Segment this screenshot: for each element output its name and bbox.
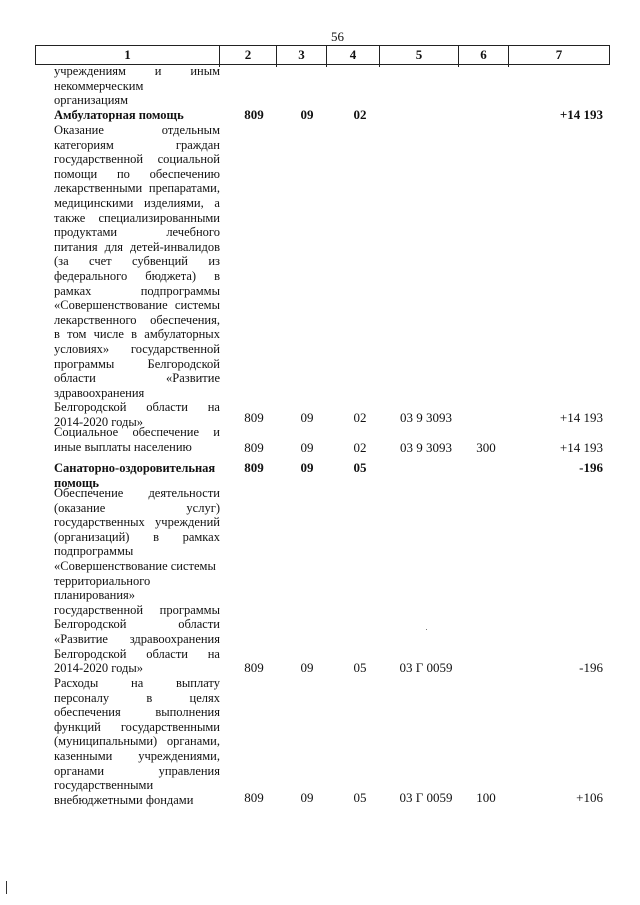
word: амбулаторных — [144, 327, 220, 342]
row-3-section-code: 809 — [244, 440, 264, 455]
word: продуктами — [54, 225, 118, 240]
word: государственной — [54, 152, 144, 167]
row-3-target-article: 03 9 3093 — [400, 440, 452, 455]
word: медицинскими — [54, 196, 134, 210]
word: программы — [54, 356, 115, 371]
row-2-section-code: 809 — [244, 410, 264, 425]
row-6-expense-type: 100 — [476, 790, 496, 805]
row-4-description-line: помощь — [54, 475, 99, 490]
row-0-description-line: некоммерческим — [54, 78, 144, 93]
row-6-amount: +106 — [576, 790, 603, 805]
row-2-amount: +14 193 — [559, 410, 603, 425]
word: счет — [89, 254, 112, 269]
word: рамках — [54, 283, 92, 298]
word: подпрограммы — [140, 283, 220, 298]
word: органами — [54, 763, 105, 778]
word: на — [207, 646, 220, 661]
row-5-description-line — [54, 632, 220, 647]
column-header-3: 3 — [277, 46, 327, 64]
scan-speck — [426, 629, 427, 630]
row-2-description-line: 2014-2020 годы» — [54, 415, 144, 429]
row-5-description-line: планирования» — [54, 588, 136, 603]
row-2-description-line — [54, 254, 220, 269]
column-header-6: 6 — [459, 46, 509, 64]
row-5-chapter-code: 09 — [300, 660, 314, 675]
word: граждан — [175, 137, 220, 152]
row-3-description-line — [54, 425, 220, 440]
row-2-description-line — [54, 298, 220, 313]
word: обеспечению — [149, 166, 220, 181]
word: субвенций — [132, 254, 188, 269]
word: числе — [93, 327, 124, 342]
word: выплату — [175, 676, 220, 690]
row-6-description-line: внебюджетными фондами — [54, 792, 194, 807]
row-3-subsection-code: 02 — [353, 440, 367, 455]
row-2-description-line — [54, 371, 220, 386]
row-4-chapter-code: 09 — [300, 460, 314, 475]
word: в — [214, 269, 220, 283]
word: также — [54, 210, 86, 225]
page-number: 56 — [331, 29, 344, 44]
word: иным — [190, 64, 220, 78]
row-5-description-line: подпрограммы — [54, 544, 134, 559]
word: специализированными — [98, 210, 220, 225]
word: Социальное — [54, 425, 119, 439]
row-4-subsection-code: 05 — [353, 460, 367, 475]
word: и — [213, 425, 220, 439]
row-1-description-line: Амбулаторная помощь — [54, 108, 184, 122]
word: выполнения — [155, 705, 220, 720]
word: государственной — [130, 342, 220, 356]
row-4-description-line: Санаторно-оздоровительная — [54, 461, 216, 475]
row-5-description-line — [54, 501, 220, 516]
word: в — [153, 529, 159, 544]
row-2-description-line — [54, 196, 220, 211]
row-6-description-line — [54, 734, 220, 749]
word: деятельности — [148, 486, 220, 500]
word: (за — [54, 254, 69, 269]
column-divider — [379, 65, 380, 67]
row-5-subsection-code: 05 — [353, 660, 367, 675]
row-5-description-line — [54, 647, 220, 662]
word: «Развитие — [166, 371, 220, 386]
row-3-amount: +14 193 — [559, 440, 603, 455]
word: области — [54, 371, 96, 386]
word: «Развитие — [54, 632, 108, 646]
row-2-description-line — [54, 357, 220, 372]
word: персоналу — [54, 690, 110, 705]
row-4-amount: -196 — [579, 460, 603, 475]
column-header-1: 1 — [36, 46, 220, 64]
column-divider — [458, 65, 459, 67]
row-5-description-line — [54, 603, 220, 618]
column-header-4: 4 — [327, 46, 380, 64]
word: детей-инвалидов — [130, 239, 220, 254]
row-4-section-code: 809 — [244, 460, 264, 475]
word: лекарственного — [54, 312, 137, 327]
word: Белгородской — [54, 400, 127, 415]
word: государственных — [54, 515, 145, 530]
word: в — [54, 327, 60, 342]
row-2-description-line — [54, 138, 220, 153]
row-2-description-line — [54, 211, 220, 226]
word: Оказание — [54, 123, 104, 137]
row-2-description-line — [54, 327, 220, 342]
row-2-description-line — [54, 400, 220, 415]
row-6-description-line — [54, 749, 220, 764]
word: категориям — [54, 137, 114, 152]
word: обеспечения — [54, 705, 121, 720]
row-5-description-line: «Совершенствование системы — [54, 559, 216, 573]
row-2-description-line — [54, 225, 220, 240]
row-6-description-line — [54, 720, 220, 735]
word: на — [131, 676, 144, 690]
row-5-section-code: 809 — [244, 660, 264, 675]
word: бюджета) — [145, 269, 197, 283]
word: в — [131, 327, 138, 342]
row-0-description-line — [54, 64, 220, 79]
row-6-description-line — [54, 764, 220, 779]
row-6-description-line: государственными — [54, 778, 154, 793]
row-2-description-line — [54, 240, 220, 255]
row-6-description-line — [54, 691, 220, 706]
word: помощи — [54, 166, 98, 181]
word: Белгородской — [54, 617, 127, 632]
word: (оказание — [54, 500, 106, 515]
word: области — [146, 646, 188, 661]
word: обеспечения, — [150, 312, 220, 327]
word: для — [104, 239, 124, 254]
word: федерального — [54, 269, 128, 283]
row-5-target-article: 03 Г 0059 — [399, 660, 453, 675]
word: системы — [174, 298, 220, 313]
row-2-description-line — [54, 284, 220, 299]
word: программы — [159, 602, 220, 617]
word: питания — [54, 239, 98, 254]
word: в — [146, 690, 153, 705]
word: рамках — [182, 529, 220, 544]
word: Расходы — [54, 676, 99, 690]
word: государственной — [54, 602, 144, 617]
word: препаратами, — [148, 181, 220, 196]
word: управления — [158, 763, 220, 778]
row-5-description-line: территориального — [54, 573, 151, 588]
word: том — [67, 327, 87, 342]
word: Белгородской — [147, 356, 220, 371]
word: обеспечение — [132, 425, 200, 439]
word: казенными — [54, 749, 113, 763]
row-2-description-line — [54, 181, 220, 196]
row-2-description-line — [54, 167, 220, 182]
column-header-5: 5 — [380, 46, 459, 64]
row-2-description-line — [54, 313, 220, 328]
table-header — [35, 45, 610, 65]
row-2-description-line — [54, 269, 220, 284]
row-6-subsection-code: 05 — [353, 790, 367, 805]
word: а — [214, 196, 220, 210]
word: лечебного — [166, 225, 220, 240]
word: из — [208, 254, 220, 269]
row-3-description-line: иные выплаты населению — [54, 439, 192, 454]
row-2-description-line: здравоохранения — [54, 385, 145, 400]
row-2-target-article: 03 9 3093 — [400, 410, 452, 425]
column-header-7: 7 — [555, 47, 563, 62]
row-1-amount: +14 193 — [559, 107, 603, 122]
word: целях — [189, 690, 220, 705]
row-5-description-line: 2014-2020 годы» — [54, 661, 144, 676]
column-header-2: 2 — [220, 46, 277, 64]
scan-edge-mark — [6, 881, 7, 894]
word: Обеспечение — [54, 486, 124, 500]
row-5-amount: -196 — [579, 660, 603, 675]
word: органами, — [166, 734, 220, 749]
row-1-subsection-code: 02 — [353, 107, 367, 122]
row-5-description-line — [54, 515, 220, 530]
column-divider — [326, 65, 327, 67]
column-divider — [276, 65, 277, 67]
word: Белгородской — [54, 646, 127, 661]
word: здравоохранения — [129, 632, 220, 646]
word: учреждений — [155, 515, 220, 530]
column-divider — [508, 65, 509, 67]
row-2-subsection-code: 02 — [353, 410, 367, 425]
word: функций — [54, 719, 101, 734]
word: области — [178, 617, 220, 632]
row-6-chapter-code: 09 — [300, 790, 314, 805]
word: условиях» — [54, 342, 110, 356]
word: и — [154, 64, 162, 78]
row-1-section-code: 809 — [244, 107, 264, 122]
row-2-description-line — [54, 123, 220, 138]
word: на — [207, 400, 220, 415]
word: (организаций) — [54, 529, 130, 544]
row-5-description-line — [54, 486, 220, 501]
row-6-target-article: 03 Г 0059 — [399, 790, 453, 805]
word: «Совершенствование — [54, 298, 168, 313]
row-2-description-line — [54, 342, 220, 357]
word: государственными — [120, 719, 220, 734]
word: учреждениями, — [138, 749, 220, 763]
word: области — [146, 400, 188, 415]
row-5-description-line — [54, 530, 220, 545]
row-6-section-code: 809 — [244, 790, 264, 805]
row-2-chapter-code: 09 — [300, 410, 314, 425]
word: изделиями, — [144, 196, 204, 210]
word: услуг) — [186, 500, 220, 515]
row-6-description-line — [54, 676, 220, 691]
row-1-chapter-code: 09 — [300, 107, 314, 122]
word: лекарственными — [54, 181, 143, 196]
row-2-description-line — [54, 152, 220, 167]
word: социальной — [157, 152, 220, 167]
row-3-chapter-code: 09 — [300, 440, 314, 455]
row-0-description-line: организациям — [54, 93, 129, 108]
word: учреждениям — [54, 64, 126, 78]
row-6-description-line — [54, 705, 220, 720]
row-5-description-line — [54, 617, 220, 632]
row-3-expense-type: 300 — [476, 440, 496, 455]
word: отдельным — [161, 123, 220, 137]
word: по — [116, 166, 130, 181]
word: (муниципальными) — [54, 734, 158, 749]
